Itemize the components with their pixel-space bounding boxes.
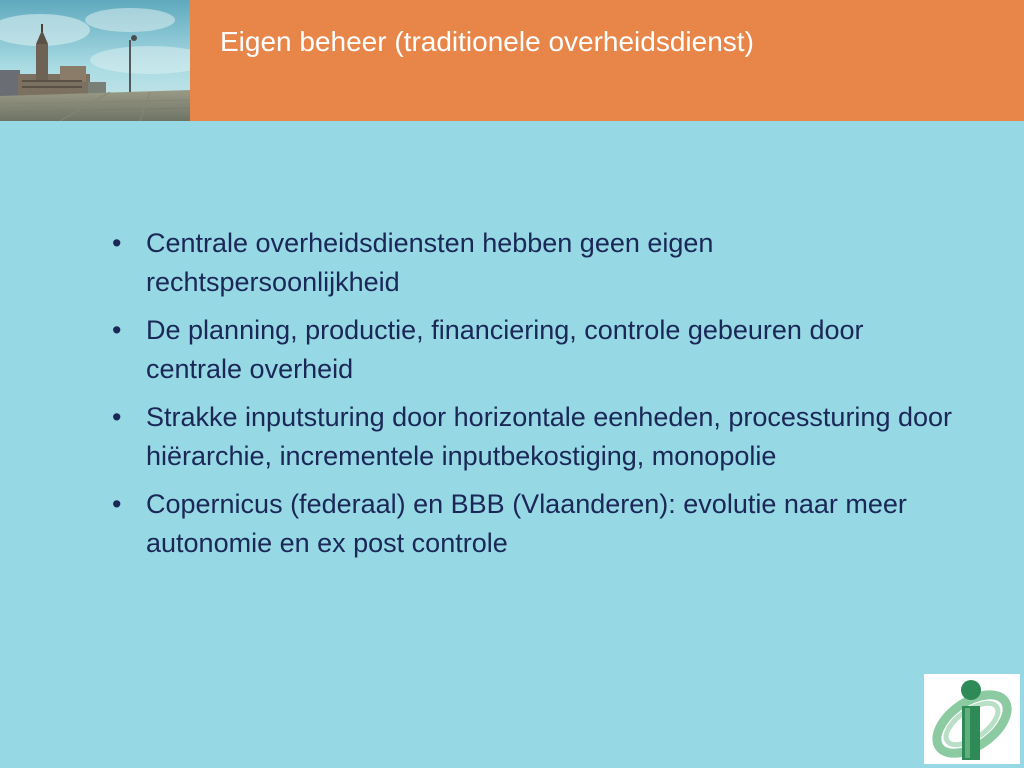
header-photo [0, 0, 190, 121]
bullet-item [112, 311, 962, 389]
bullet-text: De planning, productie, financiering, controle gebeuren door centrale overheid [146, 315, 864, 384]
bullet-list [112, 224, 962, 572]
bullet-item [112, 224, 962, 302]
bullet-dot: • [112, 228, 122, 258]
green-i-swirl-logo-icon [924, 674, 1020, 764]
bullet-text: Strakke inputsturing door horizontale eenheden, processturing door hiërarchie, incrementele inputbekostiging, monopolie [146, 402, 953, 471]
bullet-dot: • [112, 315, 122, 345]
city-hall-tower-icon [0, 0, 190, 121]
bullet-text: Centrale overheidsdiensten hebben geen eigen rechtspersoonlijkheid [146, 228, 714, 297]
bullet-text: Copernicus (federaal) en BBB (Vlaanderen): evolutie naar meer autonomie en ex post controle [146, 489, 907, 558]
bullet-dot: • [112, 489, 122, 519]
bullet-dot: • [112, 402, 122, 432]
bullet-item [112, 485, 962, 563]
logo [924, 674, 1020, 764]
header-bar [190, 0, 1024, 121]
slide-title: Eigen beheer (traditionele overheidsdienst) [220, 26, 754, 57]
bullet-item [112, 398, 962, 476]
